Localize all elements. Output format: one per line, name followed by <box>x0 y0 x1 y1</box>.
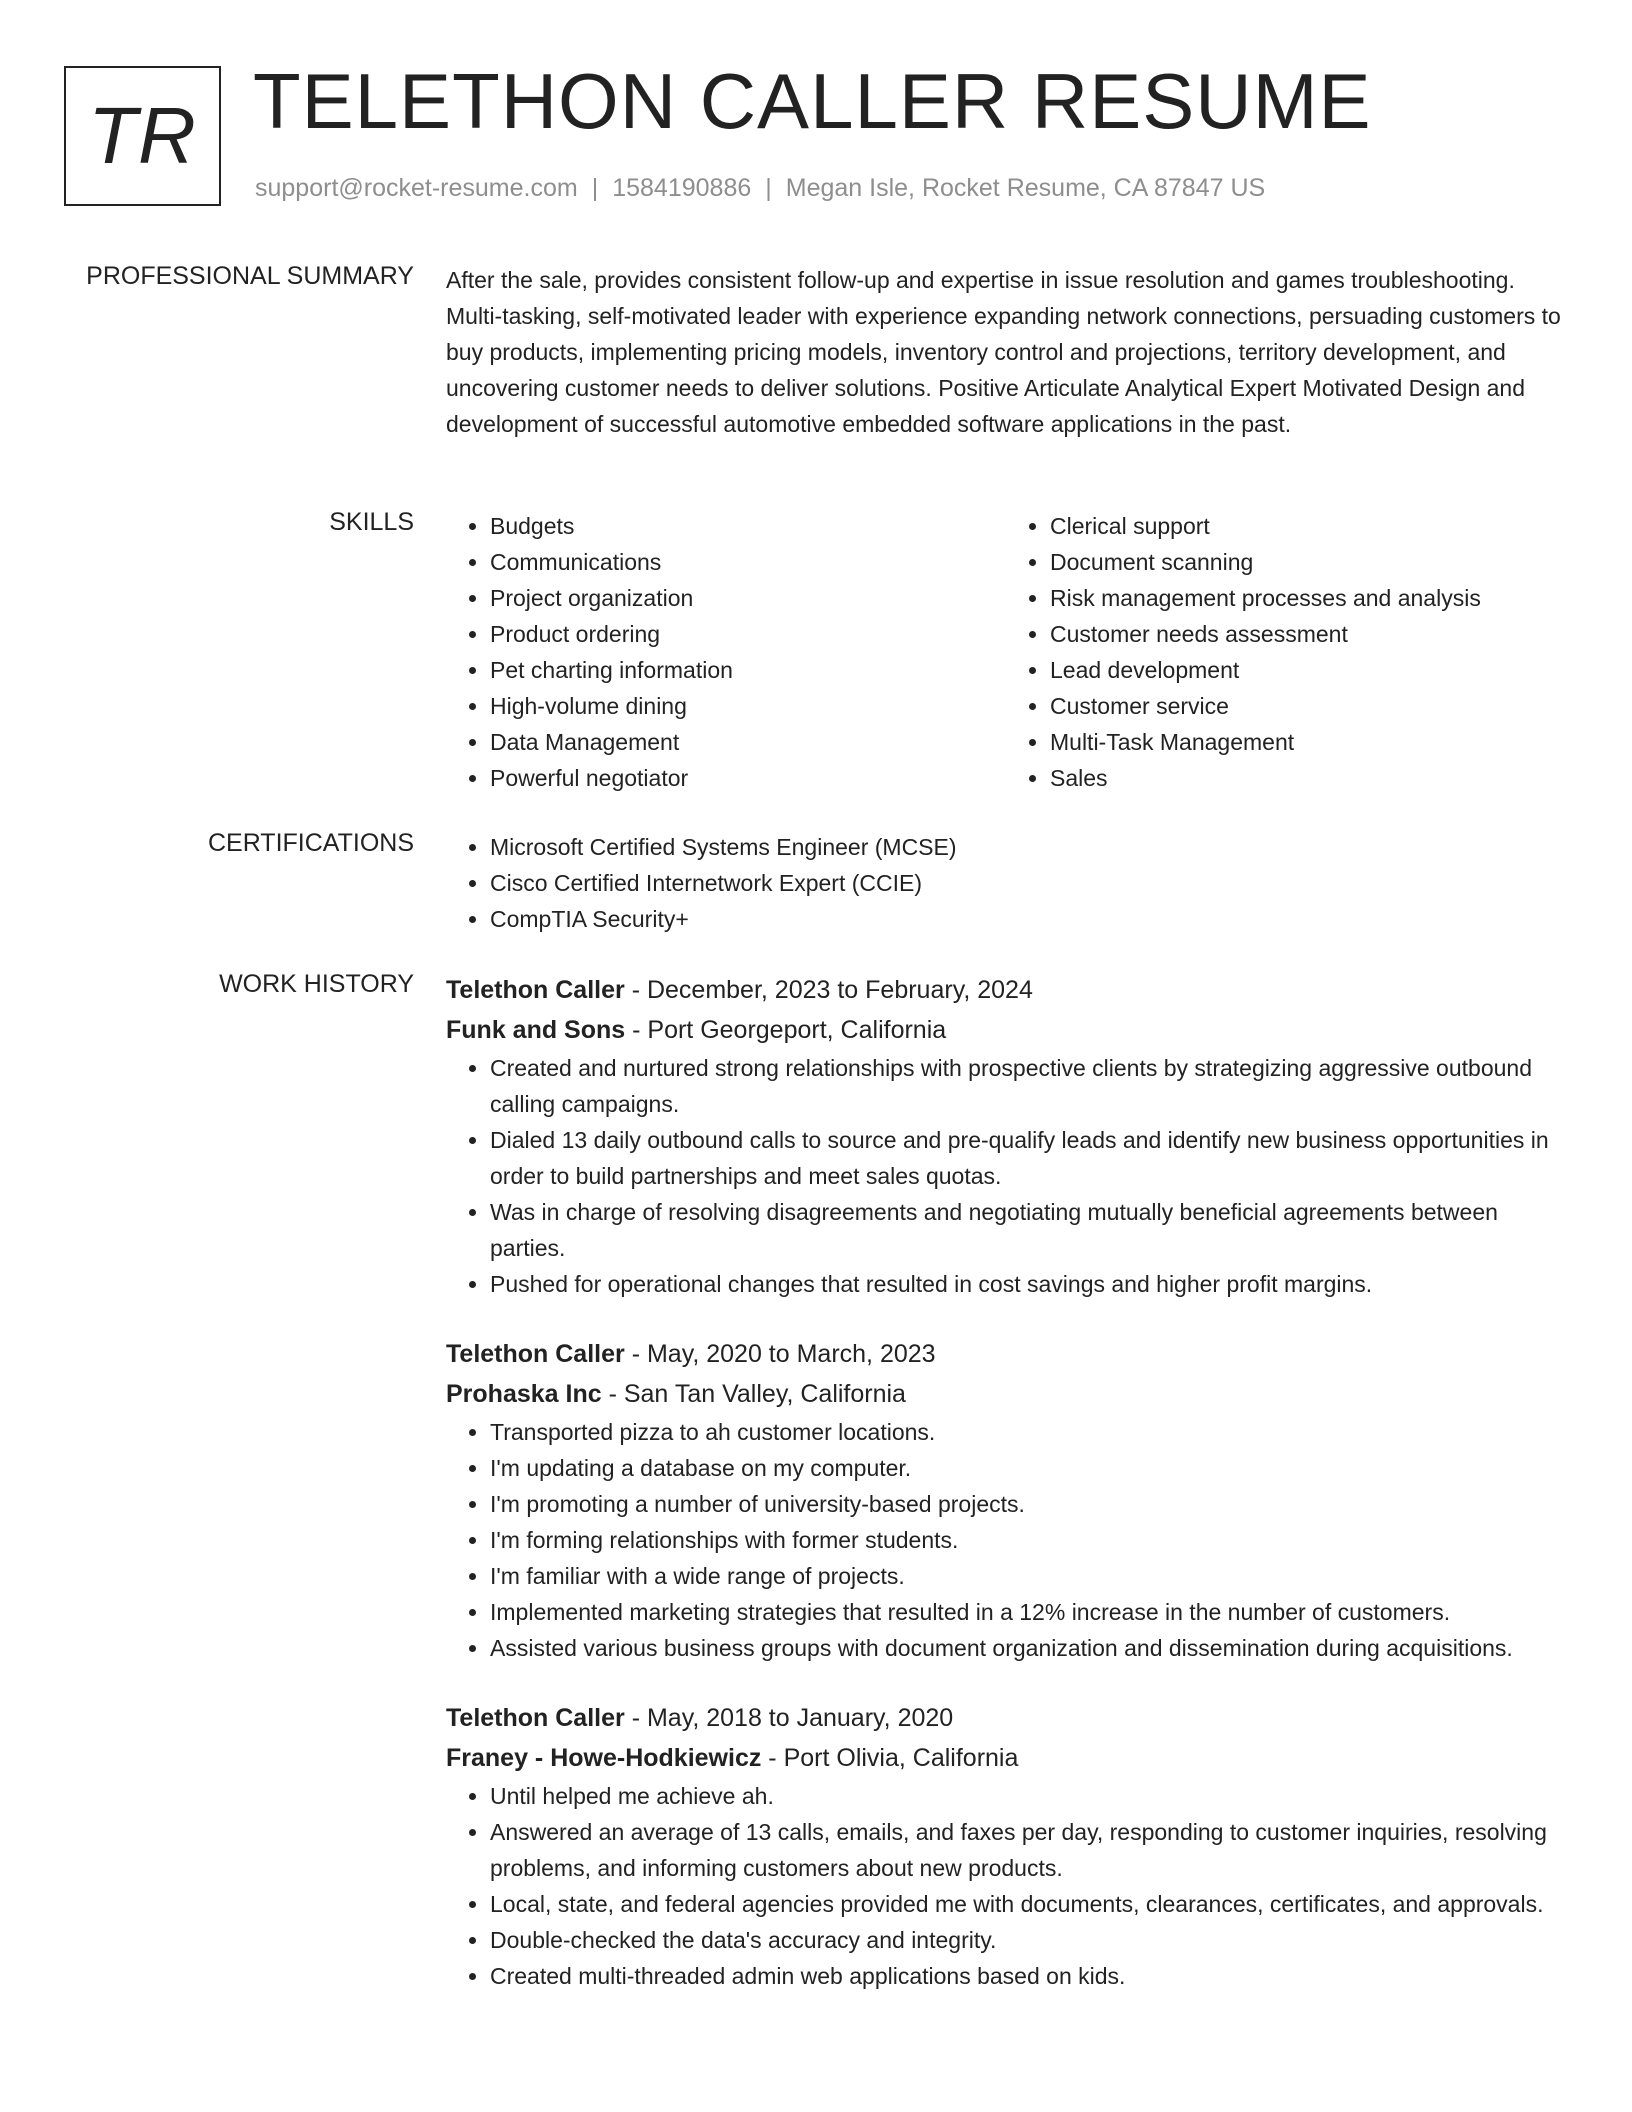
job-bullet: • Assisted various business groups with document organization and dissemination during acquisitions. <box>490 1630 1566 1666</box>
skill-item: • Pet charting information <box>490 652 1006 688</box>
job-bullets <box>446 1414 1566 1666</box>
job-bullet: • Transported pizza to ah customer locations. <box>490 1414 1566 1450</box>
job-bullets <box>446 1050 1566 1302</box>
skill-item: • Sales <box>1050 760 1566 796</box>
job-bullet: • Created multi-threaded admin web applications based on kids. <box>490 1958 1566 1994</box>
job-bullet: • I'm updating a database on my computer. <box>490 1450 1566 1486</box>
job-title: Telethon Caller <box>446 1704 625 1732</box>
job-bullet: • Was in charge of resolving disagreements and negotiating mutually beneficial agreements between parties. <box>490 1194 1566 1266</box>
skill-item: • Clerical support <box>1050 508 1566 544</box>
certifications-label: CERTIFICATIONS <box>207 829 414 857</box>
skill-item: • Risk management processes and analysis <box>1050 580 1566 616</box>
job-title-line <box>446 1698 1566 1738</box>
skill-item: • Multi-Task Management <box>1050 724 1566 760</box>
contact-address: Megan Isle, Rocket Resume, CA 87847 US <box>785 174 1266 202</box>
job-bullet: • Double-checked the data's accuracy and integrity. <box>490 1922 1566 1958</box>
skills-list-right <box>1006 508 1566 796</box>
job-company: Franey - Howe-Hodkiewicz <box>446 1744 762 1772</box>
skill-item: • Customer service <box>1050 688 1566 724</box>
skill-item: • Communications <box>490 544 1006 580</box>
job-location: - San Tan Valley, California <box>601 1380 906 1408</box>
job-title-line <box>446 1334 1566 1374</box>
job-company-line <box>446 1374 1566 1414</box>
skill-item: • Document scanning <box>1050 544 1566 580</box>
skills-label: SKILLS <box>329 508 414 536</box>
skill-item: • Lead development <box>1050 652 1566 688</box>
job-company: Prohaska Inc <box>446 1380 602 1408</box>
job-company: Funk and Sons <box>446 1016 626 1044</box>
contact-email: support@rocket-resume.com <box>255 174 578 202</box>
job-bullet: • Pushed for operational changes that resulted in cost savings and higher profit margins. <box>490 1266 1566 1302</box>
skill-item: • Product ordering <box>490 616 1006 652</box>
skill-item: • Budgets <box>490 508 1006 544</box>
monogram-logo: TR <box>64 66 221 206</box>
contact-phone: 1584190886 <box>612 174 752 202</box>
certifications-list <box>446 829 1566 937</box>
job-entry <box>446 1698 1566 1994</box>
job-dates: - May, 2020 to March, 2023 <box>624 1340 936 1368</box>
certification-item: • Cisco Certified Internetwork Expert (CCIE) <box>490 865 1566 901</box>
job-bullets <box>446 1778 1566 1994</box>
job-bullet: • I'm forming relationships with former students. <box>490 1522 1566 1558</box>
job-bullet: • Local, state, and federal agencies provided me with documents, clearances, certificates, and approvals. <box>490 1886 1566 1922</box>
skill-item: • Project organization <box>490 580 1006 616</box>
job-dates: - May, 2018 to January, 2020 <box>624 1704 954 1732</box>
job-location: - Port Olivia, California <box>761 1744 1019 1772</box>
job-bullet: • Until helped me achieve ah. <box>490 1778 1566 1814</box>
certification-item: • CompTIA Security+ <box>490 901 1566 937</box>
job-location: - Port Georgeport, California <box>625 1016 947 1044</box>
contact-line <box>255 174 1265 203</box>
job-bullet: • Created and nurtured strong relationships with prospective clients by strategizing aggressive outbound calling campaigns. <box>490 1050 1566 1122</box>
job-company-line <box>446 1010 1566 1050</box>
job-bullet: • Implemented marketing strategies that resulted in a 12% increase in the number of customers. <box>490 1594 1566 1630</box>
skill-item: • High-volume dining <box>490 688 1006 724</box>
job-bullet: • Dialed 13 daily outbound calls to source and pre-qualify leads and identify new business opportunities in order to build partnerships and meet sales quotas. <box>490 1122 1566 1194</box>
job-company-line <box>446 1738 1566 1778</box>
summary-text: After the sale, provides consistent follow-up and expertise in issue resolution and games troubleshooting. Multi-tasking, self-motivated leader with experience expanding network connections, persuading customers to buy products, implementing pricing models, inventory control and projections, territory development, and uncovering customer needs to deliver solutions. Positive Articulate Analytical Expert Motivated Design and development of successful automotive embedded software applications in the past. <box>446 267 1561 437</box>
job-bullet: • I'm promoting a number of university-based projects. <box>490 1486 1566 1522</box>
skill-item: • Powerful negotiator <box>490 760 1006 796</box>
summary-label: PROFESSIONAL SUMMARY <box>86 262 414 290</box>
resume-title: TELETHON CALLER RESUME <box>253 57 1372 145</box>
skill-item: • Data Management <box>490 724 1006 760</box>
contact-separator: | <box>765 174 772 202</box>
contact-separator: | <box>591 174 599 202</box>
job-title-line <box>446 970 1566 1010</box>
job-title: Telethon Caller <box>446 1340 625 1368</box>
job-dates: - December, 2023 to February, 2024 <box>624 976 1033 1004</box>
skills-list-left <box>446 508 1006 796</box>
skill-item: • Customer needs assessment <box>1050 616 1566 652</box>
job-entry <box>446 1334 1566 1666</box>
certification-item: • Microsoft Certified Systems Engineer (MCSE) <box>490 829 1566 865</box>
job-title: Telethon Caller <box>446 976 625 1004</box>
job-bullet: • I'm familiar with a wide range of projects. <box>490 1558 1566 1594</box>
job-entry <box>446 970 1566 1302</box>
job-bullet: • Answered an average of 13 calls, emails, and faxes per day, responding to customer inquiries, resolving problems, and informing customers about new products. <box>490 1814 1566 1886</box>
work-history-label: WORK HISTORY <box>219 970 414 998</box>
